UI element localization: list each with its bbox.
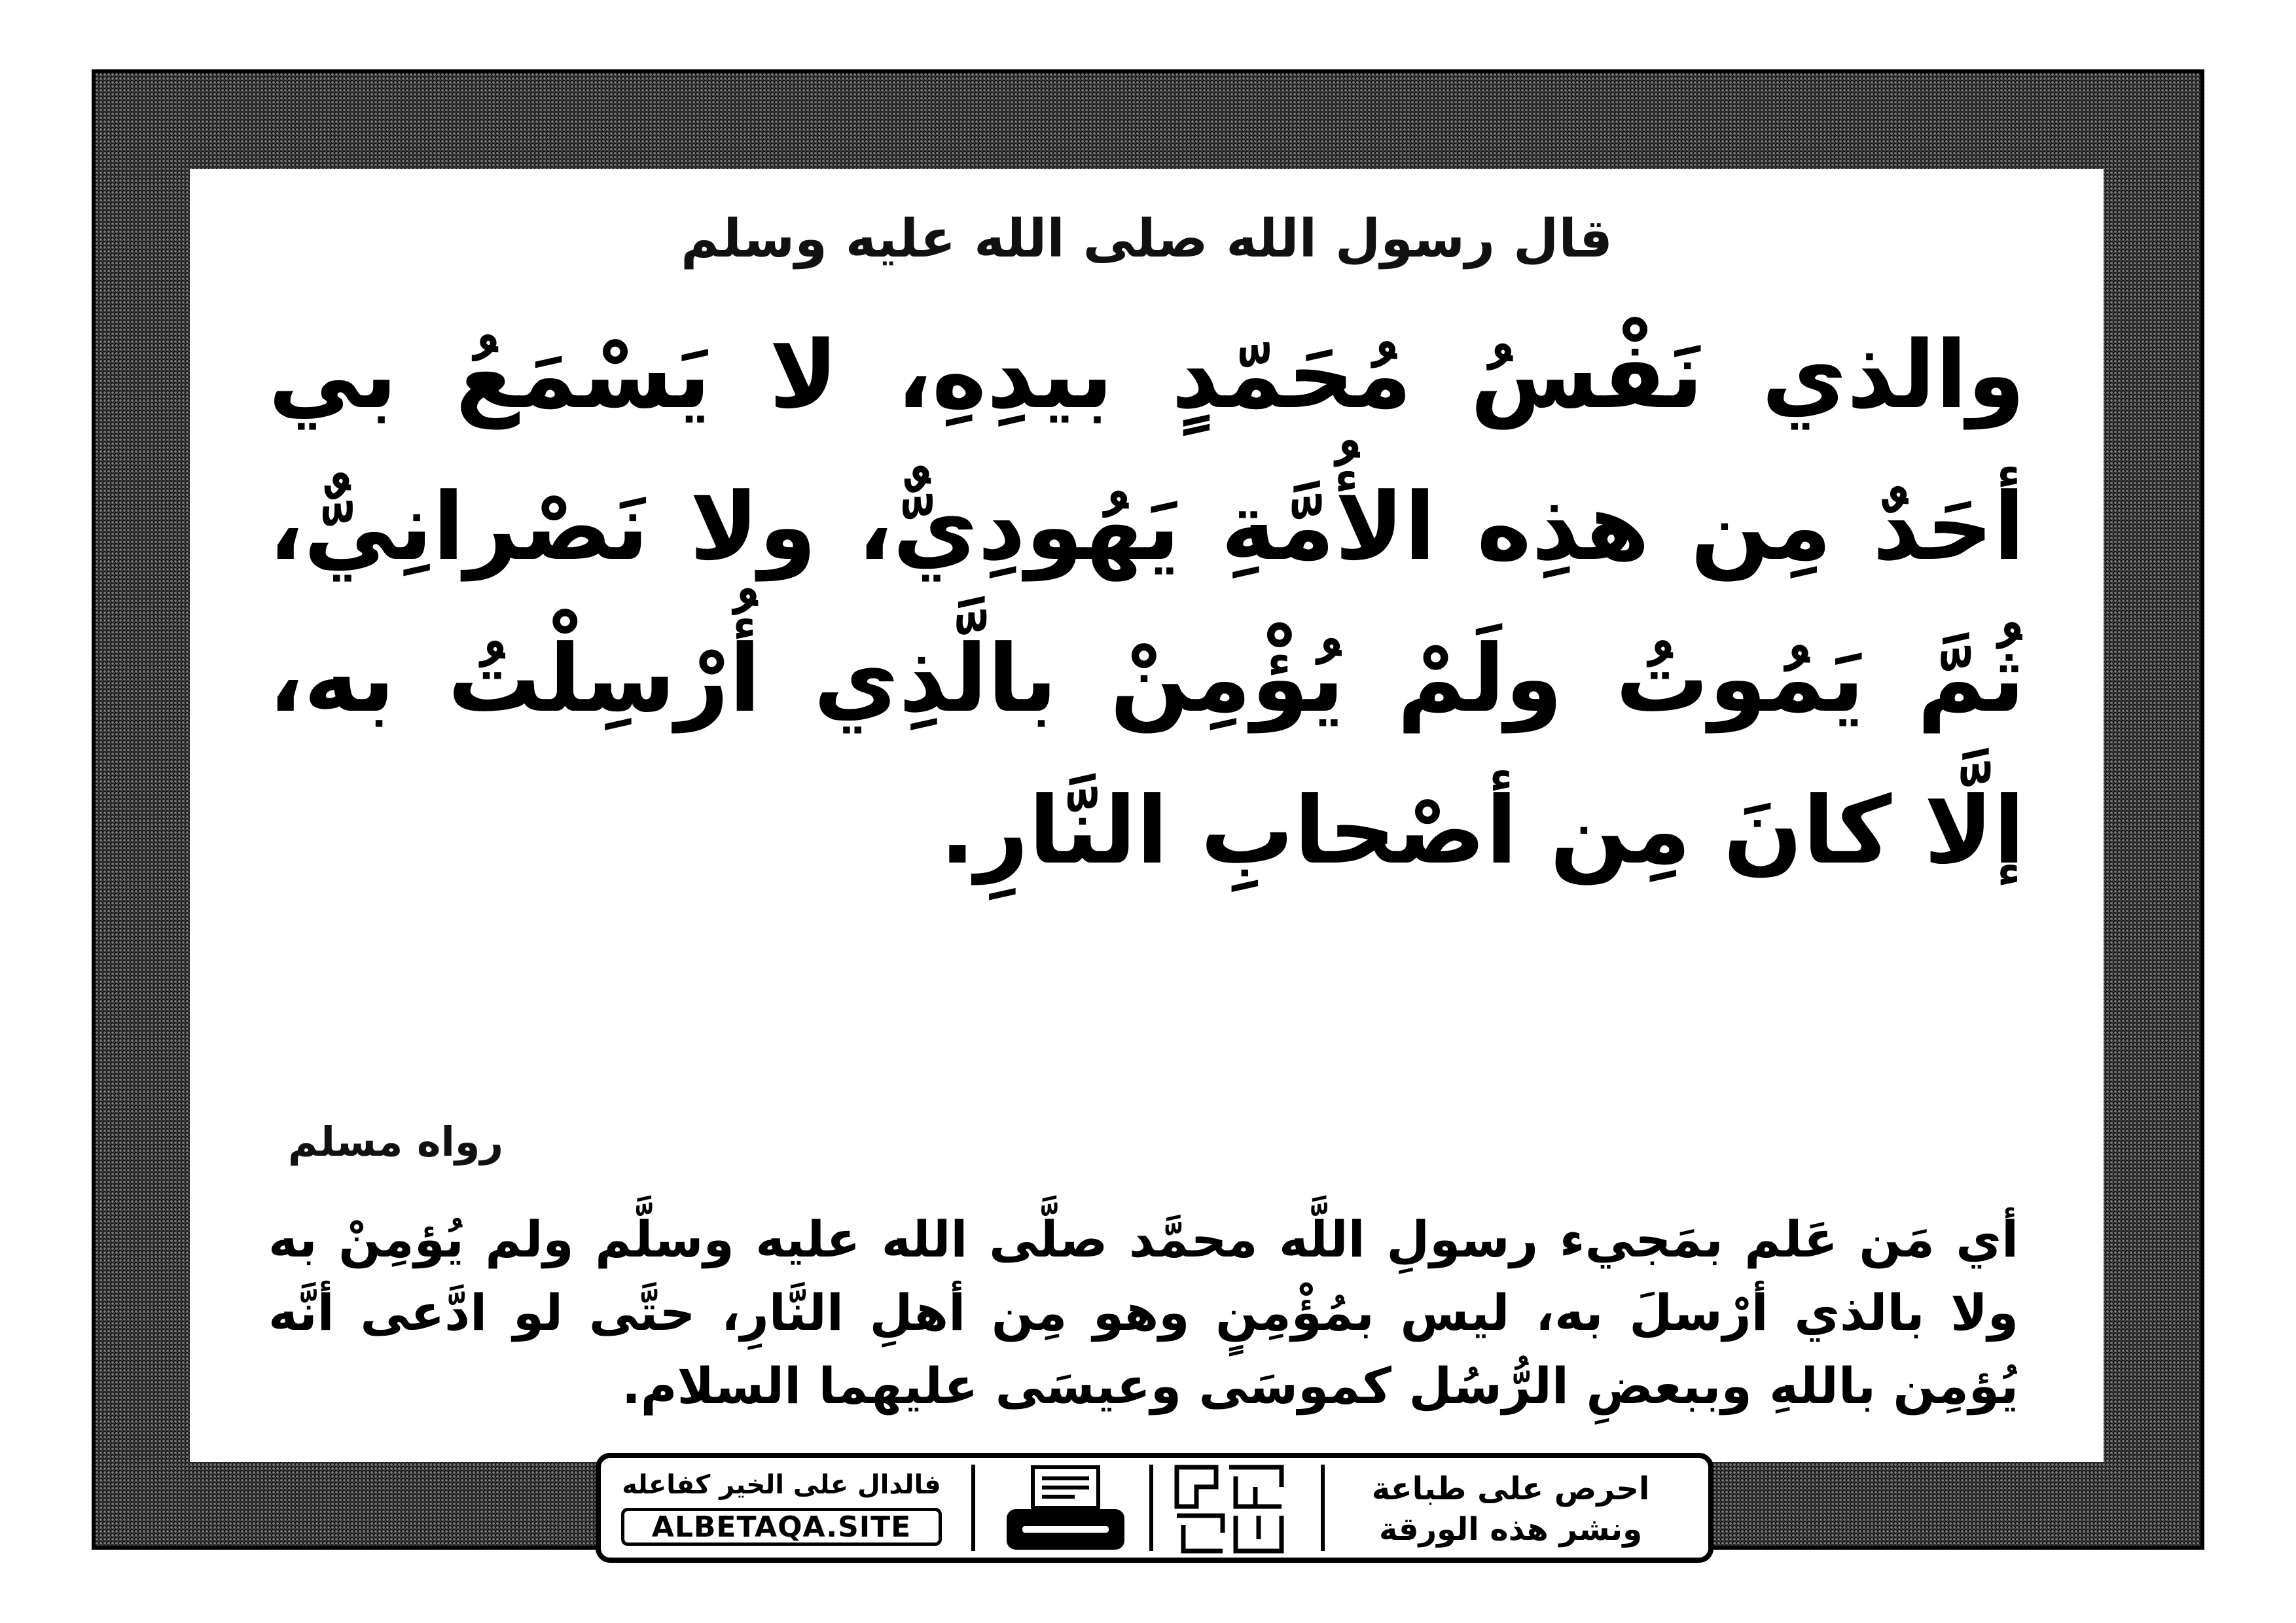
footer-bar [596,1453,1713,1563]
hadith-source: رواه مسلم [288,1118,504,1166]
page-title: قال رسول الله صلى الله عليه وسلم [681,208,1613,269]
footer-divider [1149,1465,1153,1551]
footer-divider [1321,1465,1325,1551]
call-line-2: ونشر هذه الورقة [1378,1511,1643,1548]
call-line-1: احرص على طباعة [1371,1471,1650,1507]
printer-icon [1000,1463,1131,1555]
footer-divider [971,1465,975,1551]
logo-icon [1170,1461,1288,1558]
explanation-text: أي مَن عَلم بمَجيء رسولِ اللَّه محمَّد صلَّى الله عليه وسلَّم ولم يُؤمِنْ به ولا بالذي أرْسلَ به، ليس بمُؤْمِنٍ وهو مِن أهلِ النَّارِ، حتَّى لو ادَّعى أنَّه يُؤمِن باللهِ وببعضِ الرُّسُل كموسَى وعيسَى عليهما السلام. [268,1210,2018,1415]
footer-call-to-action [1327,1469,1694,1550]
footer-slogan: فالدال على الخير كفاعله [622,1470,941,1500]
footer-site-block [611,1467,952,1548]
card [190,169,2104,1462]
site-link[interactable]: ALBETAQA.SITE [621,1508,942,1546]
hadith-text: والذي نَفْسُ مُحَمّدٍ بيدِهِ، لا يَسْمَعُ بي أحَدٌ مِن هذِه الأُمَّةِ يَهُودِيٌّ، ولا نَصْرانِيٌّ، ثُمَّ يَمُوتُ ولَمْ يُؤْمِنْ بالَّذِي أُرْسِلْتُ به، إلَّا كانَ مِن أصْحابِ النَّارِ. [268,321,2025,885]
